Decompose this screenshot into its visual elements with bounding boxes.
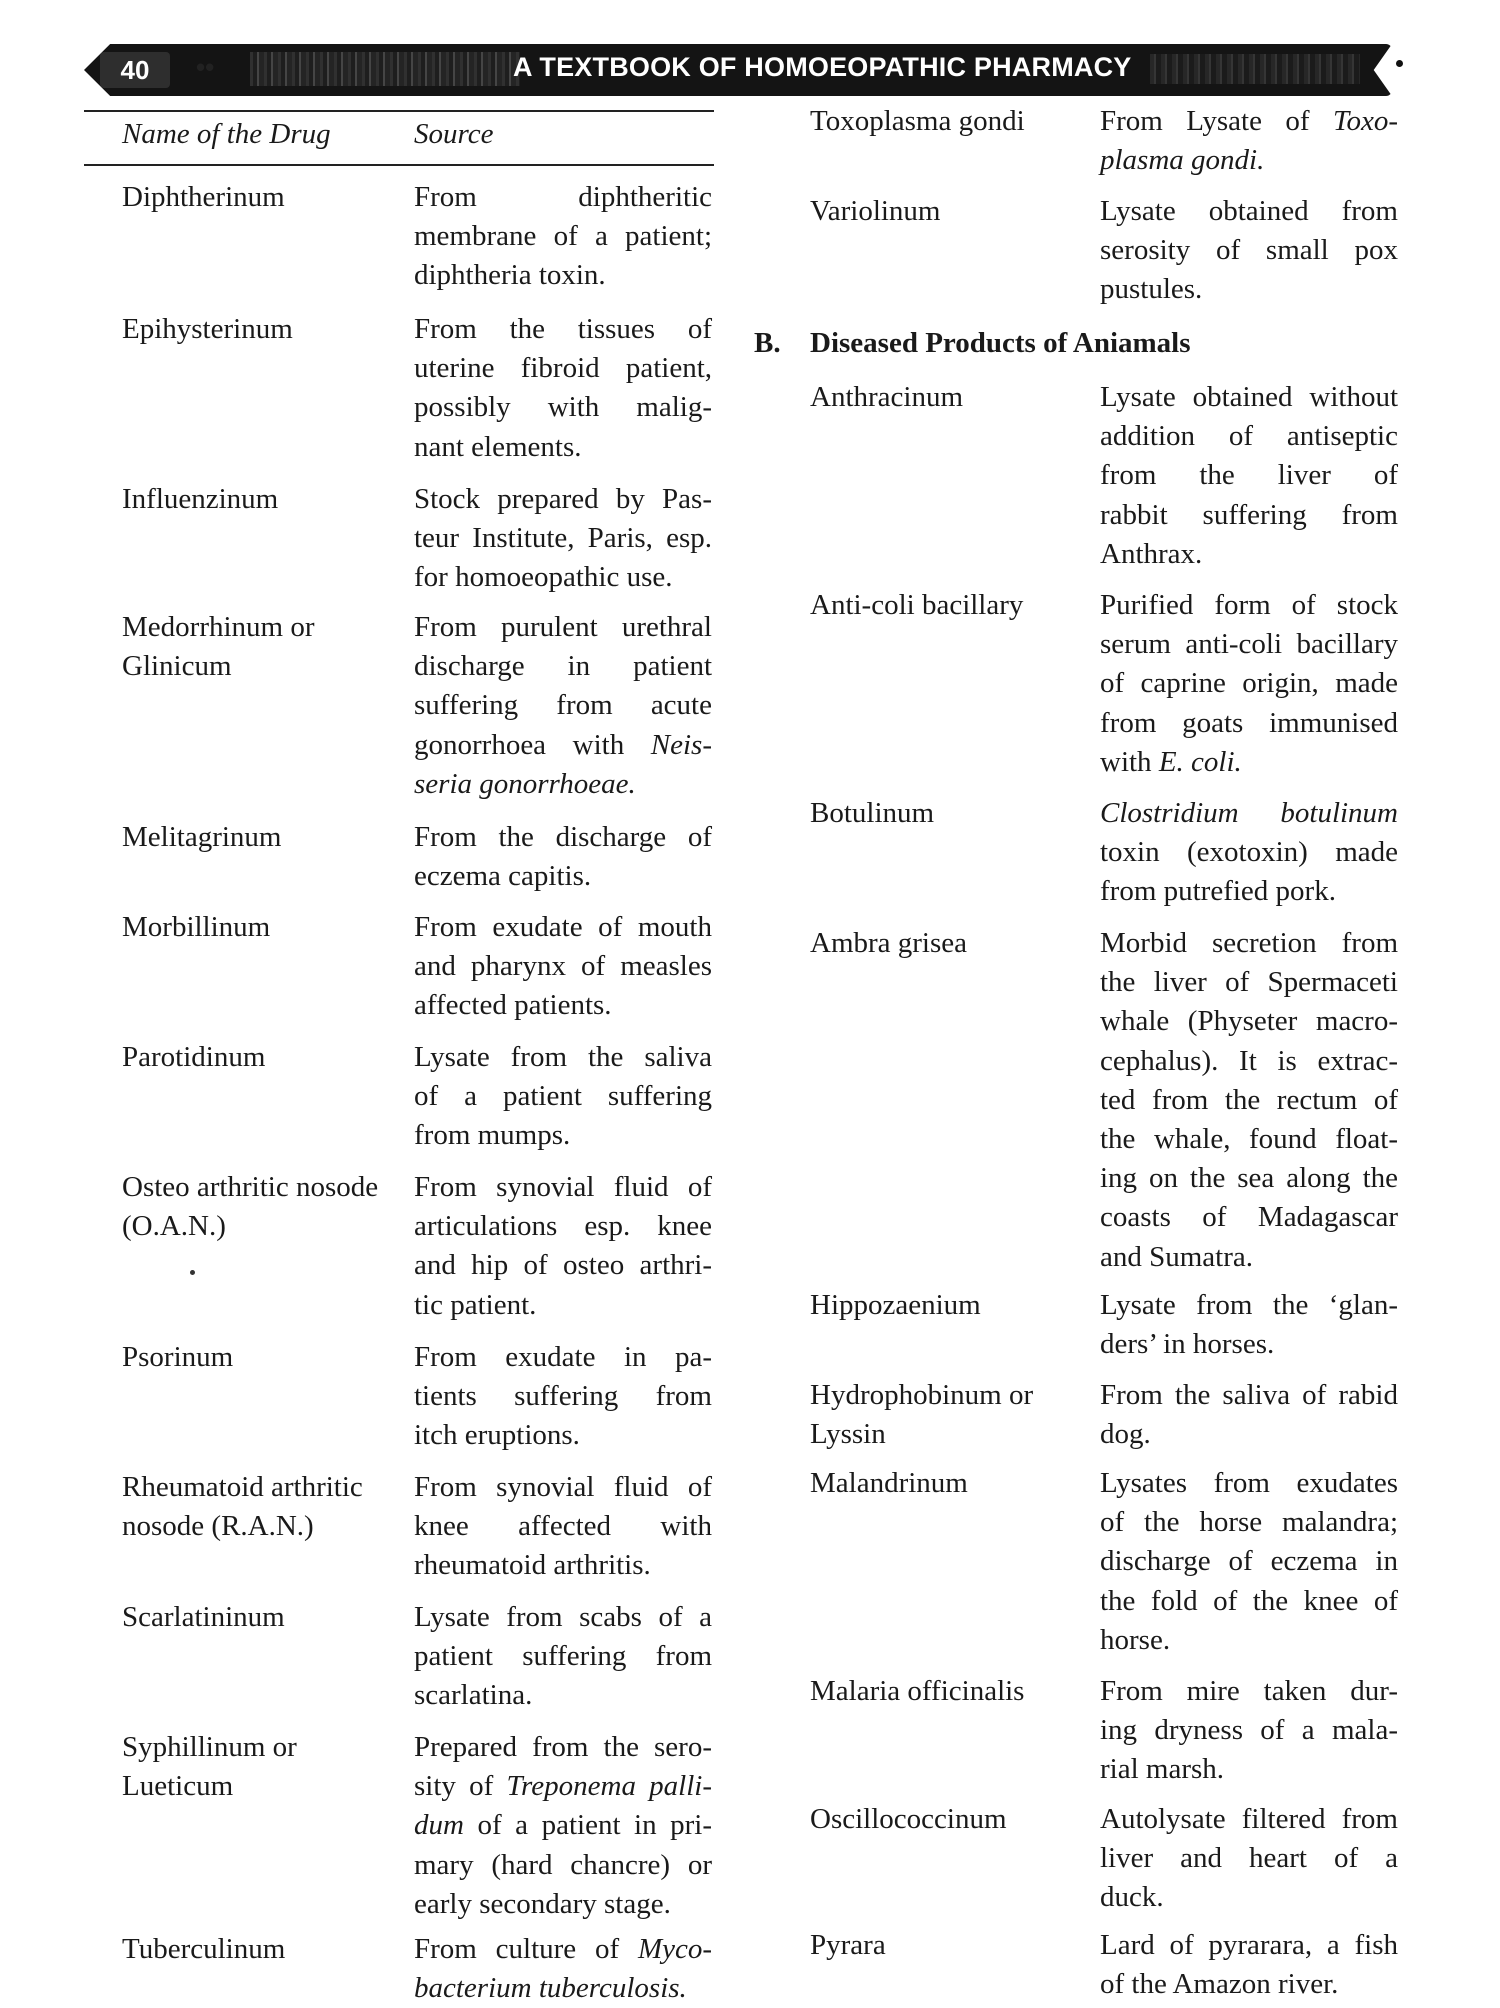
drug-source-line: tic patient. [414, 1288, 537, 1321]
drug-source [414, 1168, 712, 1325]
drug-source [1100, 794, 1398, 912]
drug-source [1100, 586, 1398, 782]
drug-name-line: Tuberculinum [122, 1933, 286, 1965]
header-ornament-right [1150, 54, 1360, 84]
drug-name [810, 378, 963, 417]
drug-name-line: Ambra grisea [810, 927, 968, 959]
drug-source [414, 1930, 712, 2008]
drug-name [810, 924, 967, 963]
drug-name [810, 1286, 981, 1325]
drug-source-line: dog. [1100, 1418, 1151, 1451]
drug-source [1100, 378, 1398, 574]
drug-source-line: Lysates from exudates [1100, 1467, 1398, 1499]
drug-source-line: cephalus). It is extrac- [1100, 1044, 1398, 1077]
drug-source-line: possibly with malig- [414, 391, 712, 424]
drug-name [122, 1168, 378, 1246]
drug-name [122, 310, 293, 349]
drug-name-line: Hippozaenium [810, 1289, 981, 1321]
drug-source-line: ing dryness of a mala- [1100, 1714, 1398, 1747]
drug-source [1100, 1926, 1398, 2004]
drug-source-line: From exudate in pa- [414, 1341, 712, 1373]
drug-name-line: Toxoplasma gondi [810, 105, 1025, 137]
drug-source [414, 608, 712, 804]
drug-name-line: Malaria officinalis [810, 1675, 1025, 1707]
drug-name-line: Pyrara [810, 1929, 886, 1961]
drug-source-line: addition of antiseptic [1100, 420, 1398, 453]
drug-name-line: Parotidinum [122, 1041, 266, 1073]
drug-source [414, 1338, 712, 1456]
drug-source-line: From diphtheritic [414, 181, 712, 213]
drug-source-line: Lysate from the saliva [414, 1041, 712, 1073]
drug-source-line: and hip of osteo arthri- [414, 1249, 712, 1282]
drug-source-line: From purulent urethral [414, 611, 712, 643]
column-header-source: Source [414, 118, 494, 150]
drug-source-line: patient suffering from [414, 1640, 712, 1673]
drug-name-line: Epihysterinum [122, 313, 293, 345]
drug-name-line: Oscillococcinum [810, 1803, 1007, 1835]
drug-name [122, 818, 281, 857]
drug-name-line: Influenzinum [122, 483, 279, 515]
drug-source [414, 1728, 712, 1924]
drug-name-line: Anti-coli bacillary [810, 589, 1024, 621]
drug-name-line: Rheumatoid arthritic [122, 1471, 363, 1503]
header-end-dot [1396, 60, 1403, 67]
drug-source-line: Clostridium botulinum [1100, 797, 1398, 829]
drug-name-line: (O.A.N.) [122, 1210, 226, 1243]
drug-source-line: the fold of the knee of [1100, 1584, 1398, 1617]
drug-name [810, 794, 934, 833]
drug-source-line: sity of Treponema palli- [414, 1770, 712, 1803]
drug-name [810, 192, 941, 231]
drug-name [122, 1930, 285, 1969]
drug-name [810, 586, 1023, 625]
drug-source-line: From synovial fluid of [414, 1471, 712, 1503]
drug-source [1100, 1376, 1398, 1454]
header-ornament [250, 52, 520, 86]
drug-source-line: whale (Physeter macro- [1100, 1005, 1398, 1038]
drug-source-line: discharge of eczema in [1100, 1545, 1398, 1578]
drug-source-line: From culture of Myco- [414, 1933, 712, 1965]
drug-source-line: serum anti-coli bacillary [1100, 628, 1398, 661]
drug-source-line: early secondary stage. [414, 1887, 671, 1920]
drug-source [414, 310, 712, 467]
drug-name [122, 1468, 363, 1546]
drug-name-line: Scarlatininum [122, 1601, 285, 1633]
drug-source-line: gonorrhoea with Neis- [414, 728, 712, 761]
drug-source-line: From the tissues of [414, 313, 712, 345]
drug-source-line: the whale, found float- [1100, 1122, 1398, 1155]
drug-source [414, 178, 712, 296]
stray-dot [190, 1270, 195, 1275]
drug-source [414, 1468, 712, 1586]
drug-name-line: nosode (R.A.N.) [122, 1510, 314, 1543]
drug-source-line: teur Institute, Paris, esp. [414, 522, 712, 555]
drug-name-line: Morbillinum [122, 911, 271, 943]
drug-source-line: Anthrax. [1100, 537, 1203, 570]
drug-source-line: scarlatina. [414, 1679, 533, 1712]
drug-name-line: Malandrinum [810, 1467, 968, 1499]
drug-source-line: coasts of Madagascar [1100, 1201, 1398, 1234]
drug-name [122, 1338, 233, 1377]
drug-source-line: rheumatoid arthritis. [414, 1549, 651, 1582]
drug-source-line: Lysate from the ‘glan- [1100, 1289, 1398, 1321]
table-top-rule [84, 110, 714, 112]
drug-source-line: From the discharge of [414, 821, 712, 853]
drug-source-line: Autolysate filtered from [1100, 1803, 1398, 1835]
drug-name-line: Diphtherinum [122, 181, 285, 213]
drug-name-line: Lyssin [810, 1418, 886, 1451]
drug-source-line: Purified form of stock [1100, 589, 1398, 621]
drug-name-line: Medorrhinum or [122, 611, 315, 643]
drug-source-line: bacterium tuberculosis. [414, 1972, 687, 2005]
drug-source-line: and pharynx of measles [414, 950, 712, 983]
column-header-name: Name of the Drug [122, 118, 331, 150]
drug-source [414, 480, 712, 598]
drug-source-line: seria gonorrhoeae. [414, 767, 636, 800]
drug-source [414, 908, 712, 1026]
drug-name-line: Variolinum [810, 195, 941, 227]
running-title: A TEXTBOOK OF HOMOEOPATHIC PHARMACY [513, 52, 1132, 82]
drug-source-line: from the liver of [1100, 459, 1398, 492]
drug-source-line: toxin (exotoxin) made [1100, 836, 1398, 869]
drug-name [810, 1800, 1007, 1839]
drug-source [1100, 1464, 1398, 1660]
drug-source [1100, 1286, 1398, 1364]
drug-source-line: From the saliva of rabid [1100, 1379, 1398, 1411]
drug-name-line: Hydrophobinum or [810, 1379, 1034, 1411]
drug-source-line: Lysate obtained from [1100, 195, 1398, 227]
drug-source [414, 1598, 712, 1716]
drug-source-line: ders’ in horses. [1100, 1328, 1275, 1361]
drug-name [810, 1464, 968, 1503]
drug-name [810, 1376, 1033, 1454]
drug-source-line: nant elements. [414, 430, 582, 463]
drug-source-line: Lysate from scabs of a [414, 1601, 712, 1633]
drug-name [122, 908, 270, 947]
drug-source-line: eczema capitis. [414, 860, 592, 893]
drug-source-line: From exudate of mouth [414, 911, 712, 943]
drug-source-line: From Lysate of Toxo- [1100, 105, 1398, 137]
drug-source [1100, 924, 1398, 1277]
drug-source-line: for homoeopathic use. [414, 561, 673, 594]
drug-name-line: Glinicum [122, 650, 232, 683]
drug-name-line: Psorinum [122, 1341, 234, 1373]
drug-source-line: tients suffering from [414, 1380, 712, 1413]
drug-name-line: Syphillinum or [122, 1731, 297, 1763]
drug-source-line: suffering from acute [414, 689, 712, 722]
drug-source-line: with E. coli. [1100, 745, 1242, 778]
drug-source-line: and Sumatra. [1100, 1240, 1254, 1273]
drug-source-line: discharge in patient [414, 650, 712, 683]
drug-source-line: itch eruptions. [414, 1419, 580, 1452]
drug-source [1100, 1800, 1398, 1918]
drug-source-line: rial marsh. [1100, 1753, 1225, 1786]
drug-source-line: from mumps. [414, 1119, 571, 1152]
drug-source-line: Prepared from the sero- [414, 1731, 712, 1763]
drug-source-line: horse. [1100, 1623, 1171, 1656]
drug-source-line: of caprine origin, made [1100, 667, 1398, 700]
drug-source-line: Lard of pyrarara, a fish [1100, 1929, 1398, 1961]
drug-source-line: Lysate obtained without [1100, 381, 1398, 413]
drug-source [414, 1038, 712, 1156]
drug-source-line: Stock prepared by Pas- [414, 483, 712, 515]
drug-name [122, 178, 285, 217]
drug-name-line: Lueticum [122, 1770, 234, 1803]
drug-source-line: dum of a patient in pri- [414, 1809, 712, 1842]
drug-source-line: diphtheria toxin. [414, 259, 606, 292]
drug-name [810, 102, 1025, 141]
drug-name [122, 1598, 285, 1637]
drug-source-line: liver and heart of a [1100, 1842, 1398, 1875]
drug-source-line: articulations esp. knee [414, 1210, 712, 1243]
drug-source-line: the liver of Spermaceti [1100, 966, 1398, 999]
drug-source [414, 818, 712, 896]
drug-source-line: affected patients. [414, 989, 612, 1022]
drug-name [122, 608, 315, 686]
drug-source-line: knee affected with [414, 1510, 712, 1543]
drug-name-line: Melitagrinum [122, 821, 282, 853]
drug-name [122, 1038, 265, 1077]
page-number: 40 [120, 55, 150, 85]
drug-source-line: ted from the rectum of [1100, 1083, 1398, 1116]
drug-source-line: ing on the sea along the [1100, 1162, 1398, 1195]
drug-source-line: of a patient suffering [414, 1080, 712, 1113]
drug-source-line: of the Amazon river. [1100, 1968, 1339, 2001]
drug-source-line: plasma gondi. [1100, 144, 1265, 177]
drug-source-line: pustules. [1100, 273, 1203, 306]
drug-source-line: mary (hard chancre) or [414, 1848, 712, 1881]
drug-name-line: Botulinum [810, 797, 935, 829]
drug-source-line: duck. [1100, 1881, 1164, 1914]
drug-name [122, 1728, 297, 1806]
section-title: Diseased Products of Aniamals [810, 327, 1191, 359]
section-letter: B. [754, 327, 781, 359]
drug-name [810, 1672, 1024, 1711]
drug-source-line: membrane of a patient; [414, 220, 712, 253]
drug-name-line: Osteo arthritic nosode [122, 1171, 379, 1203]
drug-name-line: Anthracinum [810, 381, 964, 413]
drug-name [810, 1926, 886, 1965]
drug-source-line: uterine fibroid patient, [414, 352, 712, 385]
drug-source-line: From mire taken dur- [1100, 1675, 1398, 1707]
drug-source [1100, 192, 1398, 310]
drug-source-line: serosity of small pox [1100, 234, 1398, 267]
drug-source-line: From synovial fluid of [414, 1171, 712, 1203]
drug-source-line: of the horse malandra; [1100, 1506, 1398, 1539]
drug-source [1100, 102, 1398, 180]
drug-source [1100, 1672, 1398, 1790]
header-dots: •• [196, 52, 215, 82]
drug-source-line: rabbit suffering from [1100, 498, 1398, 531]
drug-source-line: from putrefied pork. [1100, 875, 1336, 908]
drug-name [122, 480, 278, 519]
table-header-rule [84, 164, 714, 166]
drug-source-line: Morbid secretion from [1100, 927, 1398, 959]
drug-source-line: from goats immunised [1100, 706, 1398, 739]
